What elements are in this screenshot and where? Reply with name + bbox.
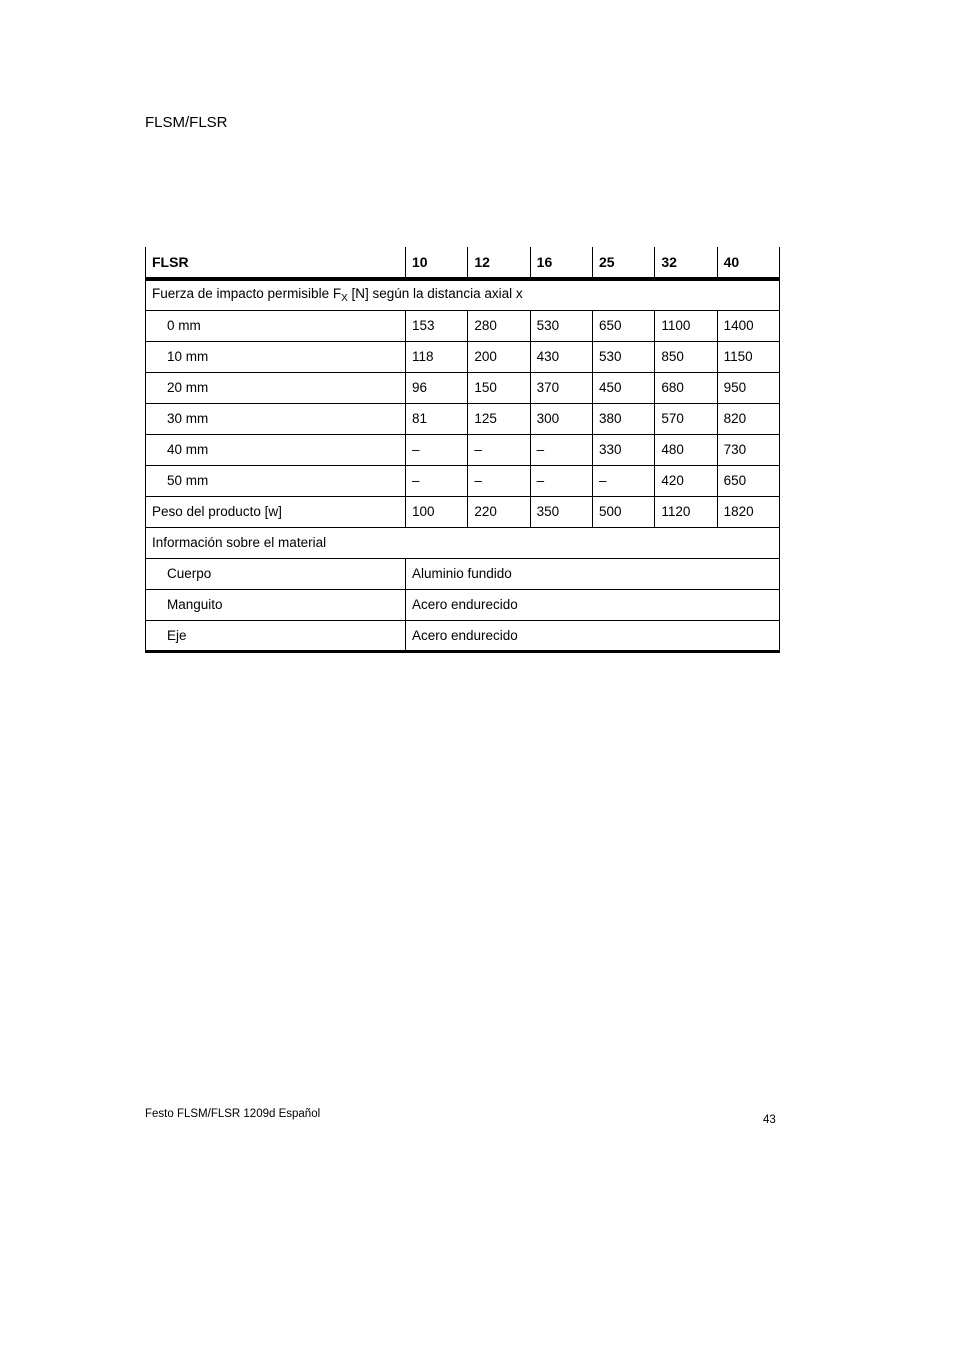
table-cell: 1120: [655, 496, 717, 527]
impact-section-label: [146, 279, 780, 310]
table-cell: 430: [530, 341, 592, 372]
column-header: FLSR: [146, 247, 406, 279]
row-label: 20 mm: [146, 372, 406, 403]
table-row: [146, 465, 780, 496]
table-cell: 81: [406, 403, 468, 434]
table-cell: 1100: [655, 310, 717, 341]
table-cell: 530: [530, 310, 592, 341]
table-cell: –: [530, 465, 592, 496]
table-cell: 118: [406, 341, 468, 372]
column-header: 16: [530, 247, 592, 279]
table-cell: 730: [717, 434, 779, 465]
row-label: Peso del producto [w]: [146, 496, 406, 527]
row-label: Cuerpo: [146, 558, 406, 589]
impact-label-suffix: [N] según la distancia axial x: [347, 286, 523, 302]
table-row: [146, 558, 780, 589]
table-header-row: [146, 247, 780, 279]
weight-row: [146, 496, 780, 527]
column-header: 32: [655, 247, 717, 279]
table-cell: Aluminio fundido: [406, 558, 780, 589]
table-cell: 1150: [717, 341, 779, 372]
table-row: [146, 620, 780, 651]
table-cell: 820: [717, 403, 779, 434]
table-row: [146, 372, 780, 403]
row-label: 40 mm: [146, 434, 406, 465]
row-label: 50 mm: [146, 465, 406, 496]
table-cell: –: [468, 465, 530, 496]
table-cell: 480: [655, 434, 717, 465]
table-cell: 100: [406, 496, 468, 527]
table-cell: 125: [468, 403, 530, 434]
table-cell: 680: [655, 372, 717, 403]
table-cell: 1820: [717, 496, 779, 527]
table-row: [146, 341, 780, 372]
table-cell: 150: [468, 372, 530, 403]
table-cell: 96: [406, 372, 468, 403]
column-header: 25: [592, 247, 654, 279]
table-cell: 300: [530, 403, 592, 434]
table-cell: –: [468, 434, 530, 465]
table-cell: 370: [530, 372, 592, 403]
column-header: 12: [468, 247, 530, 279]
row-label: Manguito: [146, 589, 406, 620]
table-cell: 500: [592, 496, 654, 527]
table-cell: –: [406, 434, 468, 465]
table-cell: 200: [468, 341, 530, 372]
table-row: [146, 403, 780, 434]
footer-page-number: 43: [763, 1114, 776, 1126]
impact-label-prefix: Fuerza de impacto permisible F: [152, 286, 342, 302]
table-cell: 220: [468, 496, 530, 527]
column-header: 10: [406, 247, 468, 279]
table-cell: 450: [592, 372, 654, 403]
row-label: 30 mm: [146, 403, 406, 434]
footer-document-id: Festo FLSM/FLSR 1209d Español: [145, 1108, 321, 1120]
table-cell: Acero endurecido: [406, 620, 780, 651]
table-cell: –: [406, 465, 468, 496]
table-cell: 950: [717, 372, 779, 403]
table-cell: 650: [717, 465, 779, 496]
column-header: 40: [717, 247, 779, 279]
table-cell: 530: [592, 341, 654, 372]
impact-label-subscript: X: [341, 293, 348, 305]
flsr-spec-table: [145, 247, 780, 653]
table-row: [146, 434, 780, 465]
material-section-row: [146, 527, 780, 558]
table-cell: –: [592, 465, 654, 496]
table-cell: 420: [655, 465, 717, 496]
row-label: 10 mm: [146, 341, 406, 372]
table-cell: 850: [655, 341, 717, 372]
impact-section-row: [146, 279, 780, 310]
table-cell: –: [530, 434, 592, 465]
table-row: [146, 310, 780, 341]
table-cell: 1400: [717, 310, 779, 341]
table-cell: 570: [655, 403, 717, 434]
page-header-title: FLSM/FLSR: [145, 114, 228, 131]
material-section-label: Información sobre el material: [146, 527, 780, 558]
table-cell: 650: [592, 310, 654, 341]
row-label: Eje: [146, 620, 406, 651]
table-cell: 153: [406, 310, 468, 341]
table-cell: Acero endurecido: [406, 589, 780, 620]
table-cell: 330: [592, 434, 654, 465]
table-row: [146, 589, 780, 620]
table-cell: 280: [468, 310, 530, 341]
table-cell: 380: [592, 403, 654, 434]
row-label: 0 mm: [146, 310, 406, 341]
table-cell: 350: [530, 496, 592, 527]
